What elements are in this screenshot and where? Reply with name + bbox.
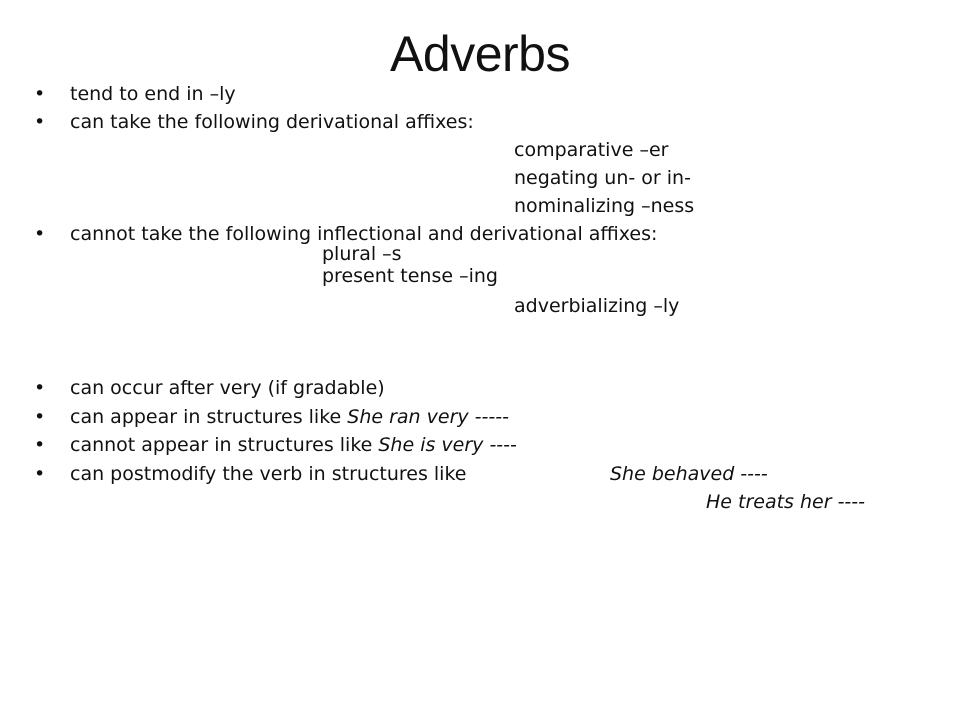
bullet-item	[34, 462, 467, 486]
sub-item: comparative –er	[514, 139, 669, 161]
bullet-item	[34, 433, 517, 457]
bullet-icon: •	[34, 83, 46, 105]
example-text: He treats her ----	[706, 491, 866, 513]
example-text: She ran very -----	[347, 406, 509, 428]
bullet-icon: •	[34, 406, 46, 428]
bullet-item	[34, 376, 385, 400]
bullet-icon: •	[34, 111, 46, 133]
bullet-text: cannot take the following inflectional and derivational affixes:	[70, 223, 658, 245]
sub-item: nominalizing –ness	[514, 195, 695, 217]
bullet-item	[34, 82, 236, 106]
bullet-text: can postmodify the verb in structures like	[70, 463, 467, 485]
bullet-text: tend to end in –ly	[70, 83, 236, 105]
sub-item: present tense –ing	[322, 265, 498, 287]
bullet-text: can appear in structures like	[70, 406, 348, 428]
bullet-item	[34, 110, 474, 134]
sub-item: plural –s	[322, 243, 402, 265]
bullet-icon: •	[34, 377, 46, 399]
example-text: She is very ----	[378, 434, 517, 456]
sub-item: negating un- or in-	[514, 167, 691, 189]
bullet-icon: •	[34, 463, 46, 485]
bullet-text: cannot appear in structures like	[70, 434, 379, 456]
sub-item: adverbializing –ly	[514, 295, 680, 317]
bullet-text: can take the following derivational affixes:	[70, 111, 474, 133]
bullet-icon: •	[34, 434, 46, 456]
bullet-icon: •	[34, 223, 46, 245]
example-text: She behaved ----	[610, 463, 768, 485]
slide-title: Adverbs	[390, 26, 570, 82]
bullet-item	[34, 405, 509, 429]
bullet-text: can occur after very (if gradable)	[70, 377, 385, 399]
